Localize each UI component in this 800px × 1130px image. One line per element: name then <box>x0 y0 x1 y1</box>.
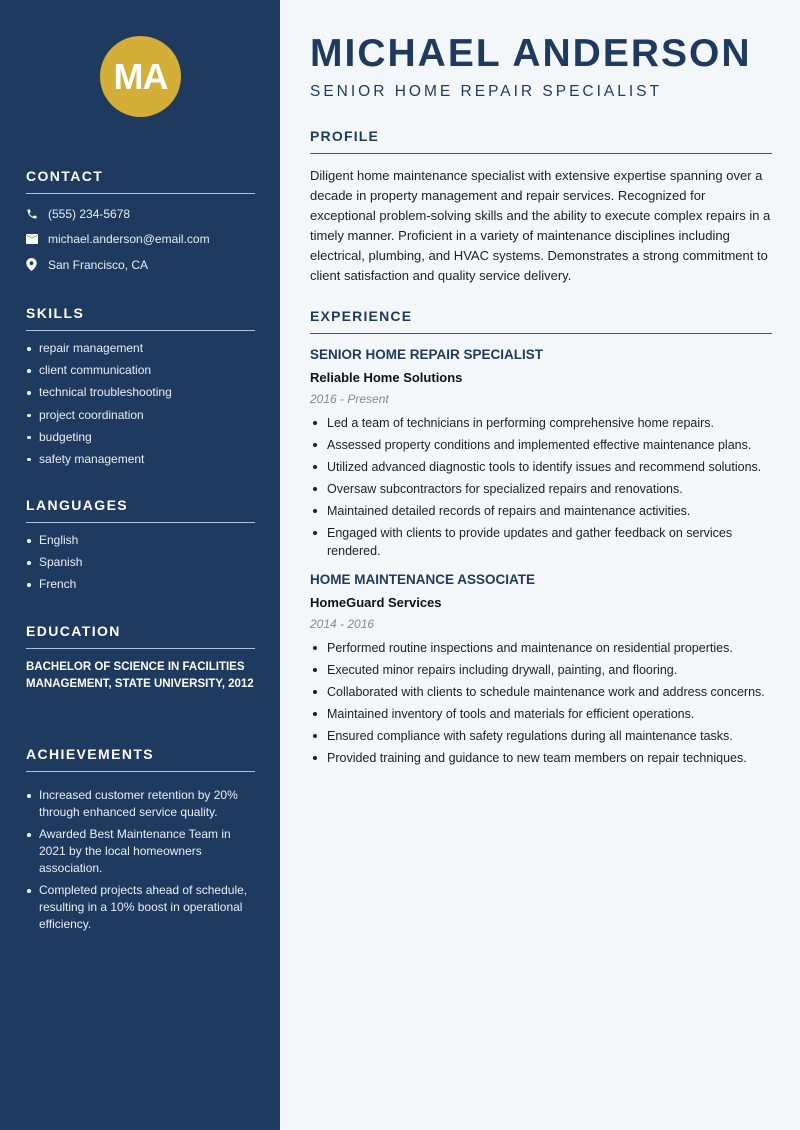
job-bullets <box>310 414 772 560</box>
skills-section <box>26 305 255 473</box>
languages-heading: LANGUAGES <box>26 497 255 523</box>
email-icon <box>26 234 48 244</box>
skill-item: repair management <box>26 340 255 357</box>
contact-email <box>26 227 255 253</box>
job-title: HOME MAINTENANCE ASSOCIATE <box>310 572 536 587</box>
phone-text[interactable]: (555) 234-5678 <box>48 206 131 221</box>
education-degree: BACHELOR OF SCIENCE IN FACILITIES MANAGEMENT, STATE UNIVERSITY, 2012 <box>26 661 254 691</box>
job-bullet: Maintained inventory of tools and materials for efficient operations. <box>310 705 772 723</box>
job-bullet: Performed routine inspections and maintenance on residential properties. <box>310 639 772 657</box>
job-bullet: Executed minor repairs including drywall, painting, and flooring. <box>310 661 772 679</box>
skill-item: technical troubleshooting <box>26 384 255 401</box>
job-dates: 2016 - Present <box>310 392 389 406</box>
experience-section <box>310 308 772 771</box>
job-entry <box>310 347 772 560</box>
candidate-name: MICHAEL ANDERSON <box>310 32 752 75</box>
sidebar <box>0 0 280 1130</box>
job-title: SENIOR HOME REPAIR SPECIALIST <box>310 347 544 362</box>
achievement-item: Increased customer retention by 20% through enhanced service quality. <box>26 787 255 821</box>
profile-text: Diligent home maintenance specialist with extensive expertise spanning over a decade in property management and repair services. Recognized for exceptional problem-solving skills and the ability to execute complex repairs in a timely manner. Proficient in a variety of maintenance disciplines including electrical, plumbing, and HVAC systems. Demonstrates a strong commitment to client satisfaction and quality service delivery. <box>310 168 771 283</box>
experience-heading: EXPERIENCE <box>310 308 772 334</box>
job-company: Reliable Home Solutions <box>310 370 463 385</box>
language-item: Spanish <box>26 554 255 571</box>
job-bullet: Maintained detailed records of repairs and maintenance activities. <box>310 502 772 520</box>
job-bullet: Collaborated with clients to schedule maintenance work and address concerns. <box>310 683 772 701</box>
skills-heading: SKILLS <box>26 305 255 331</box>
job-bullet: Ensured compliance with safety regulations during all maintenance tasks. <box>310 727 772 745</box>
job-bullet: Engaged with clients to provide updates and gather feedback on services rendered. <box>310 524 772 560</box>
email-text[interactable]: michael.anderson@email.com <box>48 232 210 247</box>
skill-item: project coordination <box>26 407 255 424</box>
achievements-list <box>26 787 255 933</box>
job-bullet: Provided training and guidance to new team members on repair techniques. <box>310 749 772 767</box>
location-text: San Francisco, CA <box>48 257 149 272</box>
language-item: English <box>26 532 255 549</box>
achievement-item: Completed projects ahead of schedule, resulting in a 10% boost in operational efficiency. <box>26 882 255 933</box>
phone-icon <box>26 208 48 220</box>
contact-phone <box>26 201 255 227</box>
candidate-title: SENIOR HOME REPAIR SPECIALIST <box>310 83 662 100</box>
profile-section <box>310 128 772 286</box>
contact-section <box>26 168 255 278</box>
job-bullet: Oversaw subcontractors for specialized repairs and renovations. <box>310 480 772 498</box>
location-pin-icon <box>26 258 48 271</box>
contact-location <box>26 252 255 278</box>
job-bullet: Led a team of technicians in performing comprehensive home repairs. <box>310 414 772 432</box>
profile-heading: PROFILE <box>310 128 772 154</box>
achievements-heading: ACHIEVEMENTS <box>26 746 255 772</box>
job-bullet: Assessed property conditions and implemented effective maintenance plans. <box>310 436 772 454</box>
education-heading: EDUCATION <box>26 623 255 649</box>
contact-heading: CONTACT <box>26 168 255 194</box>
avatar-initials: MA <box>113 55 168 97</box>
skill-item: budgeting <box>26 429 255 446</box>
skills-list <box>26 340 255 468</box>
job-bullet: Utilized advanced diagnostic tools to identify issues and recommend solutions. <box>310 458 772 476</box>
job-entry <box>310 572 772 767</box>
languages-section <box>26 497 255 599</box>
job-company: HomeGuard Services <box>310 595 442 610</box>
languages-list <box>26 532 255 593</box>
education-section <box>26 623 255 694</box>
skill-item: client communication <box>26 362 255 379</box>
job-dates: 2014 - 2016 <box>310 617 375 631</box>
achievement-item: Awarded Best Maintenance Team in 2021 by the local homeowners association. <box>26 826 255 877</box>
skill-item: safety management <box>26 451 255 468</box>
avatar <box>100 36 181 117</box>
job-bullets <box>310 639 772 767</box>
achievements-section <box>26 746 255 938</box>
language-item: French <box>26 576 255 593</box>
